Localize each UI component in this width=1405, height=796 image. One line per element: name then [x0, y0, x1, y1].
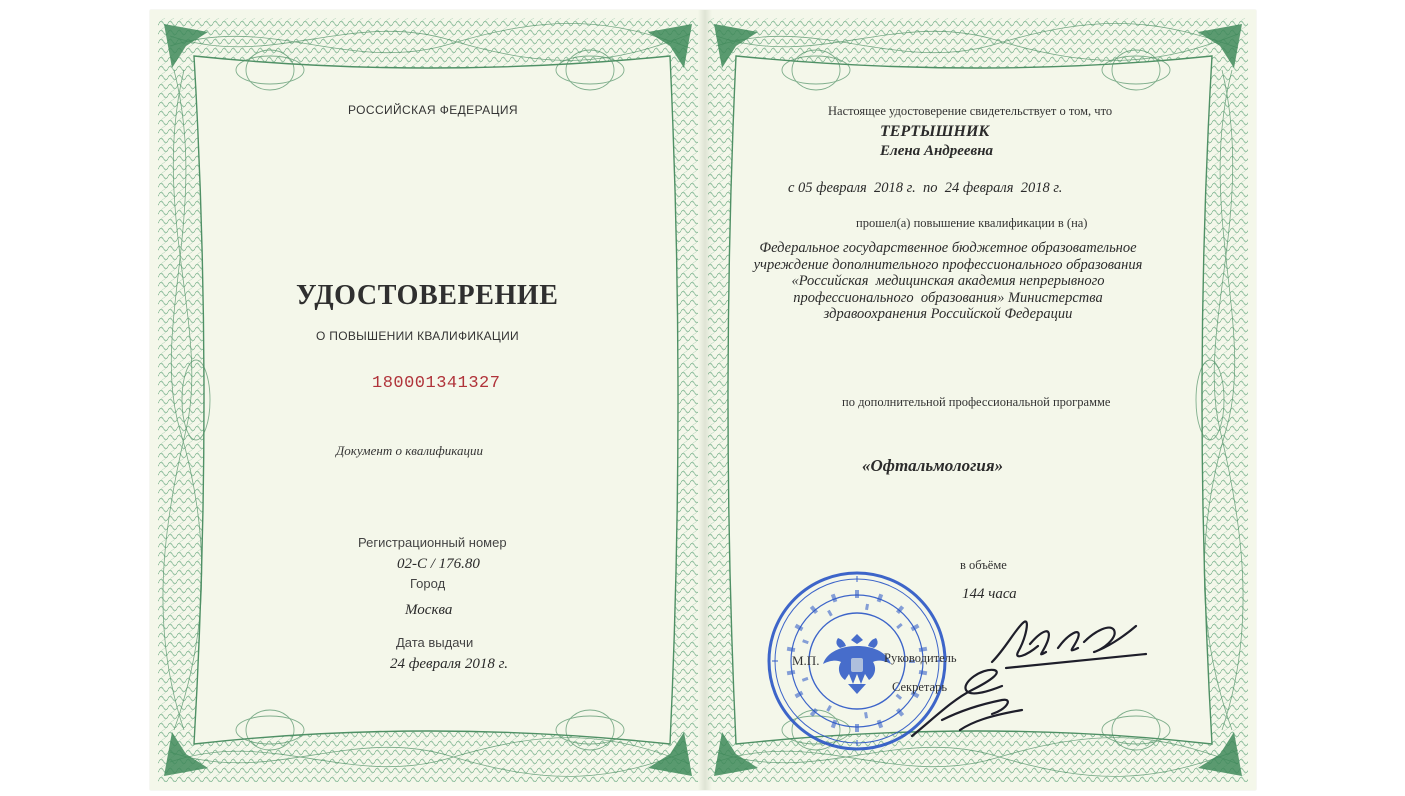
- city-value: Москва: [405, 602, 453, 618]
- country-label: РОССИЙСКАЯ ФЕДЕРАЦИЯ: [348, 103, 518, 117]
- issue-date-label: Дата выдачи: [396, 635, 474, 650]
- serial-number: 180001341327: [372, 374, 501, 393]
- passed-text: прошел(а) повышение квалификации в (на): [856, 216, 1088, 230]
- secretary-signature: [902, 660, 1042, 744]
- certificate-spread: [150, 10, 1256, 790]
- center-fold: [698, 10, 712, 790]
- document-type: Документ о квалификации: [336, 443, 483, 458]
- city-label: Город: [410, 576, 446, 591]
- mp-label: М.П.: [792, 653, 820, 668]
- head-label: Руководитель: [884, 651, 957, 665]
- eagle-emblem-icon: [823, 634, 891, 694]
- holder-given-names: Елена Андреевна: [880, 143, 994, 159]
- program-label: по дополнительной профессиональной программе: [842, 395, 1111, 409]
- volume-value: 144 часа: [962, 586, 1017, 602]
- institution-line: «Российская медицинская академия непрерывного: [791, 273, 1105, 289]
- intro-text: Настоящее удостоверение свидетельствует о том, что: [828, 104, 1113, 118]
- institution-line: учреждение дополнительного профессионального образования: [753, 256, 1143, 273]
- holder-surname: ТЕРТЫШНИК: [880, 123, 990, 140]
- document-subtitle: О ПОВЫШЕНИИ КВАЛИФИКАЦИИ: [316, 329, 519, 343]
- institution-line: Федеральное государственное бюджетное образовательное: [759, 240, 1137, 256]
- institution-line: профессионального образования» Министерства: [793, 289, 1103, 306]
- secretary-label: Секретарь: [892, 680, 948, 694]
- institution-block: [718, 240, 1178, 323]
- training-period: с 05 февраля 2018 г. по 24 февраля 2018 г.: [788, 180, 1063, 196]
- registration-label: Регистрационный номер: [358, 535, 507, 550]
- program-name: «Офтальмология»: [862, 456, 1004, 475]
- volume-label: в объёме: [960, 558, 1007, 572]
- document-title: УДОСТОВЕРЕНИЕ: [296, 280, 559, 311]
- institution-line: здравоохранения Российской Федерации: [823, 306, 1073, 322]
- issue-date: 24 февраля 2018 г.: [390, 656, 508, 672]
- registration-number: 02-С / 176.80: [397, 556, 480, 572]
